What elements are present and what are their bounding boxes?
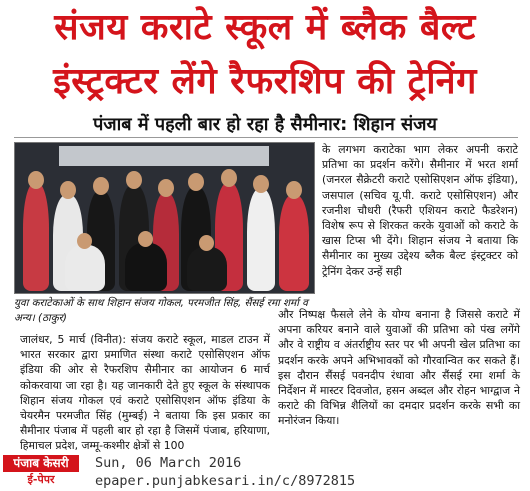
article-right-column-bottom: और निष्पक्ष फैसले लेने के योग्य बनाना है जिससे कराटे में अपना करियर बनाने वाले युवाओं की प्रतिभा को पंख लगेंगे और वे राष्ट्रीय व अंतर्राष्ट्रीय स्तर पर भी अपनी खेल प्रतिभा का प्रदर्शन करके अपने अभिभावकों को गौरवान्वित कर सकते हैं। इस दौरान सैंसई पवनदीप रंधावा और सैंसई रमा शर्मा के निर्देशन में मास्टर दिवजोत, हसन अब्दल और रोहन भाग्द्वाज ने कराटे की विभिन्न शैलियों का दमदार प्रदर्शन करके सभी का मनोरंजन किया। [278,308,520,428]
group-photo [14,142,315,294]
epaper-link[interactable]: epaper.punjabkesari.in/c/8972815 [95,473,356,489]
divider [14,137,518,138]
article-right-column-top: के लगभग कराटेका भाग लेकर अपनी कराटे प्रतिभा का प्रदर्शन करेंगे। सैमीनार में भरत शर्मा (जनरल सैक्रेटरी कराटे एसोसिएशन ऑफ इंडिया), जसपाल (सचिव यू.पी. कराटे एसोसिएशन) और रजनीश चौधरी (रैफरी एशियन कराटे फैडरेशन) विशेष रूप से शिरकत करके युवाओं को कराटे के खास टिप्स भी देंगे। शिहान संजय ने बताया कि सैमीनार का मुख्य उद्देश्य ब्लैक बैल्ट इंस्ट्रक्टर को ट्रेनिंग देकर उन्हें सही [322,143,518,278]
headline-line-2: इंस्ट्रक्टर लेंगे रैफरशिप की ट्रेनिंग [53,61,477,102]
photo-caption: युवा कराटेकाओं के साथ शिहान संजय गोकल, परमजीत सिंह, सैंसई रमा शर्मा व अन्य। (ठाकुर) [14,297,308,324]
logo-subtitle: ई-पेपर [27,473,55,486]
headline-line-1: संजय कराटे स्कूल में ब्लैक बैल्ट [54,7,476,48]
logo-title: पंजाब केसरी [3,455,79,472]
article-left-column: जालंधर, 5 मार्च (विनीत): संजय कराटे स्कूल, माडल टाउन में भारत सरकार द्वारा प्रमाणित संस्था कराटे एसोसिएशन ऑफ इंडिया की ओर से रैफरशिप सैमीनार का आयोजन 6 मार्च कोकरवाया जा रहा है। यह जानकारी देते हुए स्कूल के संस्थापक शिहान संजय गोकल एवं कराटे एसोसिएशन ऑफ इंडिया के चेयरमैन परमजीत सिंह (मुम्बई) ने बताया कि इस प्रकार का सैमीनार पंजाब में पहली बार हो रहा है जिसमें पंजाब, हरियाणा, हिमाचल प्रदेश, जम्मू-कश्मीर क्षेत्रों से 100 [20,333,270,453]
publication-date: Sun, 06 March 2016 [95,455,242,471]
subheadline: पंजाब में पहली बार हो रहा है सैमीनार: शिहान संजय [93,114,437,135]
photo-banner [59,146,269,166]
